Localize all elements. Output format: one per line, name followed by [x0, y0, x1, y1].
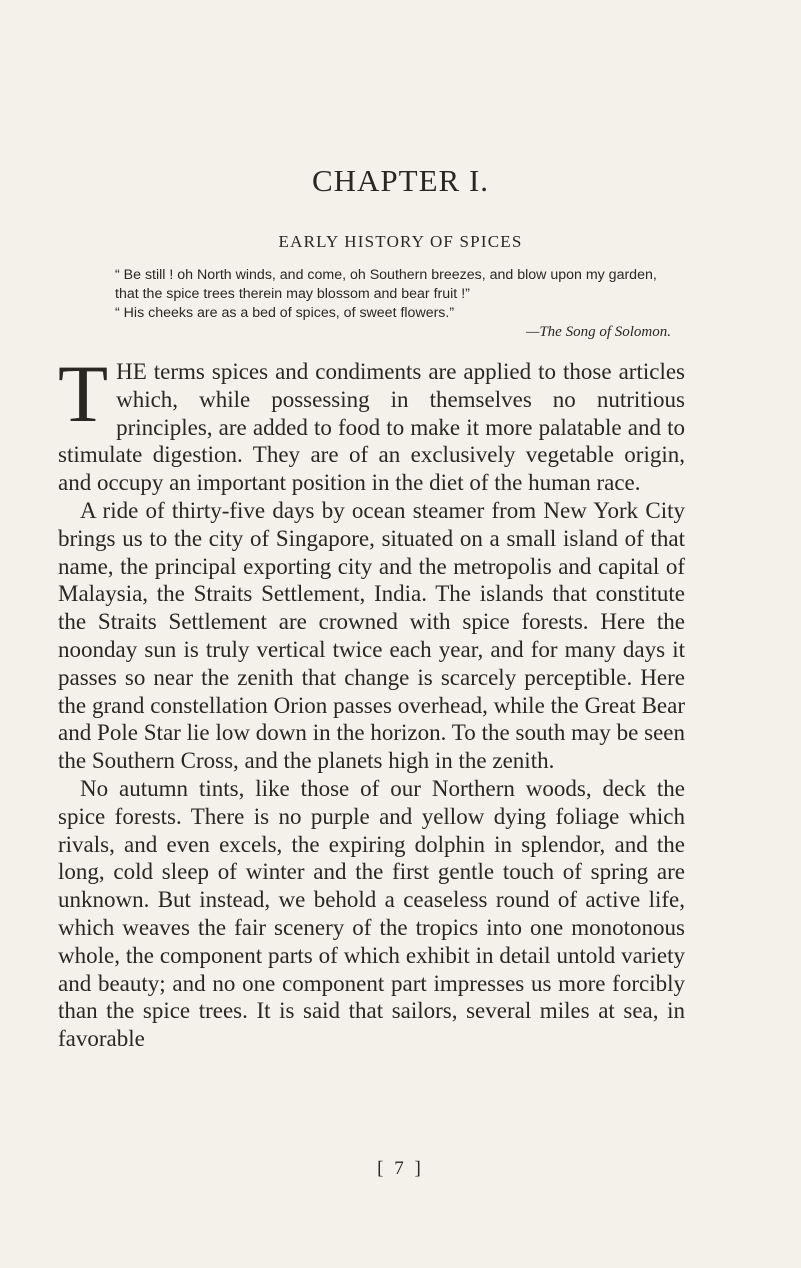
page-number: [ 7 ]	[377, 1158, 424, 1179]
paragraph-1	[58, 348, 685, 497]
chapter-title: CHAPTER I.	[311, 163, 490, 198]
epigraph-quote-2: “ His cheeks are as a bed of spices, of sweet flowers.”	[115, 305, 455, 321]
paragraph-2: A ride of thirty-five days by ocean steamer from New York City brings us to the city of Singapore, situated on a small island of that name, the principal exporting city and the metropolis and capital of Malaysia, the Straits Settlement, India. The islands that constitute the Straits Settlement are crowned with spice forests. Here the noonday sun is truly vertical twice each year, and for many days it passes so near the zenith that change is scarcely perceptible. Here the grand constellation Orion passes overhead, while the Great Bear and Pole Star lie low down in the horizon. To the south may be seen the Southern Cross, and the planets high in the zenith.	[58, 497, 685, 774]
chapter-subtitle: EARLY HISTORY OF SPICES	[278, 232, 523, 251]
paragraph-1-text: HE terms spices and condiments are applied to those articles which, while possessing in themselves no nutritious principles, are added to food to make it more palatable and to stimulate digestion. They are of an exclusively vegetable origin, and occupy an important position in the diet of the human race.	[58, 359, 685, 496]
body-text	[58, 348, 685, 1053]
epigraph-quote-1: “ Be still ! oh North winds, and come, oh Southern breezes, and blow upon my garden, that the spice trees therein may blossom and bear fruit !”	[115, 267, 657, 302]
drop-cap: T	[58, 348, 109, 439]
epigraph	[99, 266, 679, 342]
paragraph-3: No autumn tints, like those of our Northern woods, deck the spice forests. There is no purple and yellow dying foliage which rivals, and even excels, the expiring dolphin in splendor, and the long, cold sleep of winter and the first gentle touch of spring are unknown. But instead, we behold a ceaseless round of active life, which weaves the fair scenery of the tropics into one monotonous whole, the component parts of which exhibit in detail untold variety and beauty; and no one component part impresses us more forcibly than the spice trees. It is said that sailors, several miles at sea, in favorable	[58, 775, 685, 1052]
epigraph-attribution: —The Song of Solomon.	[525, 324, 671, 340]
